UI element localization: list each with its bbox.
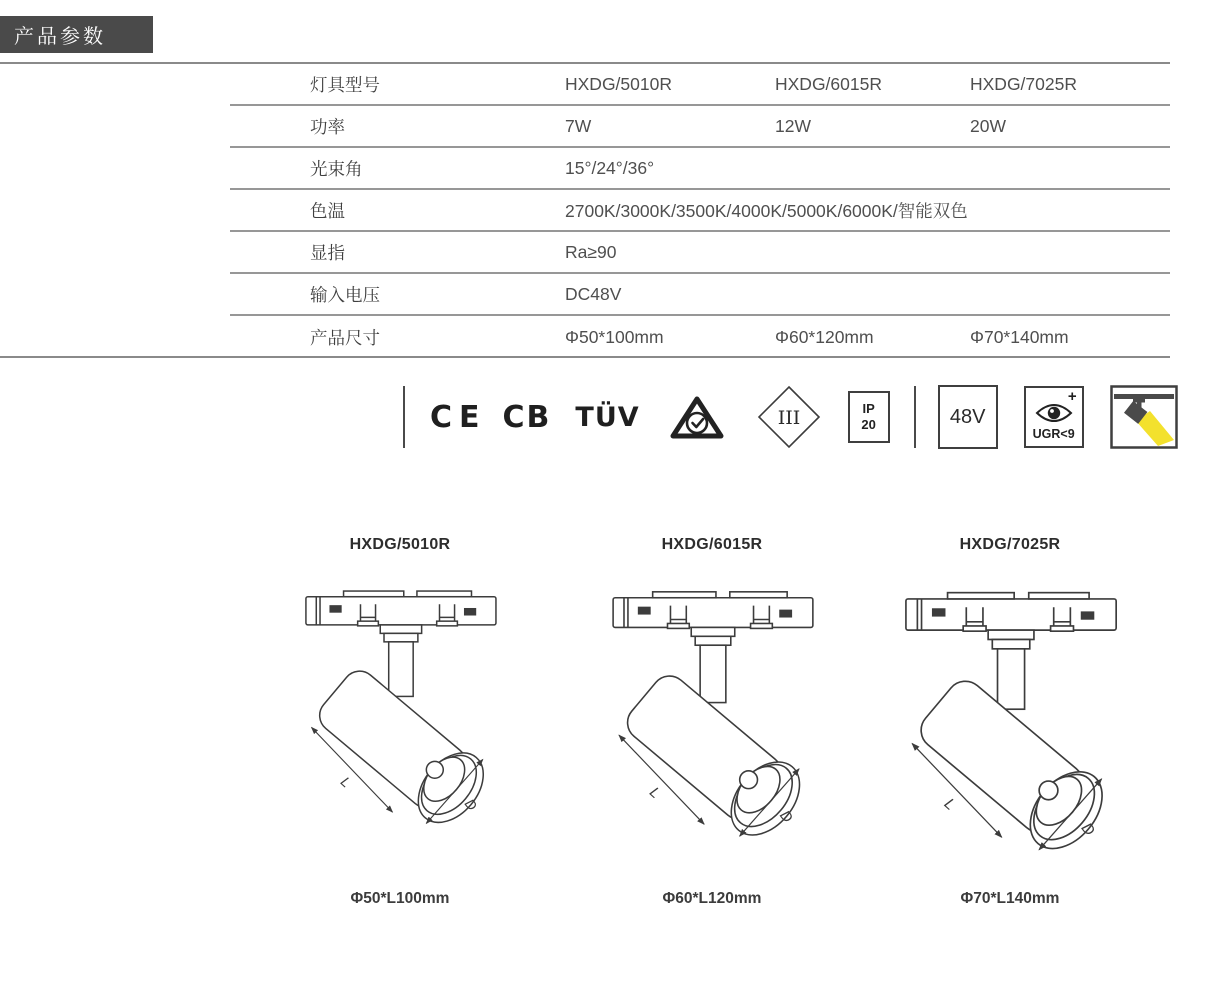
product-dimension: Φ50*L100mm xyxy=(350,890,450,907)
spec-value-2: HXDG/6015R xyxy=(775,73,882,94)
tuv-mark-icon: TÜV xyxy=(575,401,640,433)
product-drawing xyxy=(860,576,1160,876)
plus-glyph: + xyxy=(1067,388,1077,405)
product-model: HXDG/7025R xyxy=(959,536,1061,553)
ce-mark-icon: CE xyxy=(430,399,487,435)
divider xyxy=(914,386,916,448)
spec-row-power xyxy=(230,106,1170,148)
spec-label: 产品尺寸 xyxy=(310,327,380,348)
ip-rating-line2: 20 xyxy=(861,417,876,432)
spec-label: 功率 xyxy=(310,116,345,137)
spec-label: 输入电压 xyxy=(310,284,380,305)
ip20-rating-icon xyxy=(848,391,890,443)
product-dimension: Φ60*L120mm xyxy=(662,890,762,907)
spec-value-2: 12W xyxy=(775,115,811,136)
product-model: HXDG/6015R xyxy=(661,536,763,553)
certification-strip xyxy=(403,381,1178,453)
cb-mark-icon: CB xyxy=(502,399,552,435)
product-card-6015R xyxy=(562,536,862,908)
spec-value-3: Φ70*140mm xyxy=(970,326,1069,347)
product-card-5010R xyxy=(250,536,550,908)
product-card-7025R xyxy=(860,536,1160,908)
divider xyxy=(403,386,405,448)
spec-value-1: 2700K/3000K/3500K/4000K/5000K/6000K/智能双色 xyxy=(565,200,968,221)
product-drawing xyxy=(562,576,862,876)
voltage-48v-icon xyxy=(938,385,998,449)
spec-row-cct xyxy=(230,190,1170,232)
spec-row-model xyxy=(230,64,1170,106)
spec-label: 色温 xyxy=(310,200,345,221)
ugr-rating-icon xyxy=(1024,386,1084,448)
spec-value-2: Φ60*120mm xyxy=(775,326,874,347)
spotlight-beam-icon xyxy=(1110,385,1178,449)
spec-row-cri xyxy=(230,232,1170,274)
spec-value-3: 20W xyxy=(970,115,1006,136)
product-model: HXDG/5010R xyxy=(349,536,451,553)
class-3-mark-icon xyxy=(756,384,822,450)
spec-value-1: 7W xyxy=(565,115,592,136)
spec-value-1: Φ50*100mm xyxy=(565,326,664,347)
spec-label: 灯具型号 xyxy=(310,74,380,95)
product-dimension: Φ70*L140mm xyxy=(960,890,1060,907)
spec-label: 光束角 xyxy=(310,158,363,179)
spec-value-1: 15°/24°/36° xyxy=(565,157,655,178)
voltage-label: 48V xyxy=(949,405,986,428)
spec-value-3: HXDG/7025R xyxy=(970,73,1077,94)
spec-table xyxy=(230,64,1170,358)
spec-label: 显指 xyxy=(310,242,345,263)
spec-value-1: Ra≥90 xyxy=(565,241,617,262)
class-3-mark-label: III xyxy=(777,407,800,429)
spec-value-1: DC48V xyxy=(565,283,622,304)
spec-value-1: HXDG/5010R xyxy=(565,73,672,94)
ugr-label: UGR<9 xyxy=(1032,427,1075,441)
rcm-mark-icon xyxy=(668,394,726,441)
section-title: 产品参数 xyxy=(14,26,106,48)
spec-row-size xyxy=(230,316,1170,358)
spec-row-voltage xyxy=(230,274,1170,316)
ip-rating-line1: IP xyxy=(862,401,875,417)
product-drawing xyxy=(250,576,550,876)
section-title-badge xyxy=(0,16,153,53)
spec-row-beam-angle xyxy=(230,148,1170,190)
